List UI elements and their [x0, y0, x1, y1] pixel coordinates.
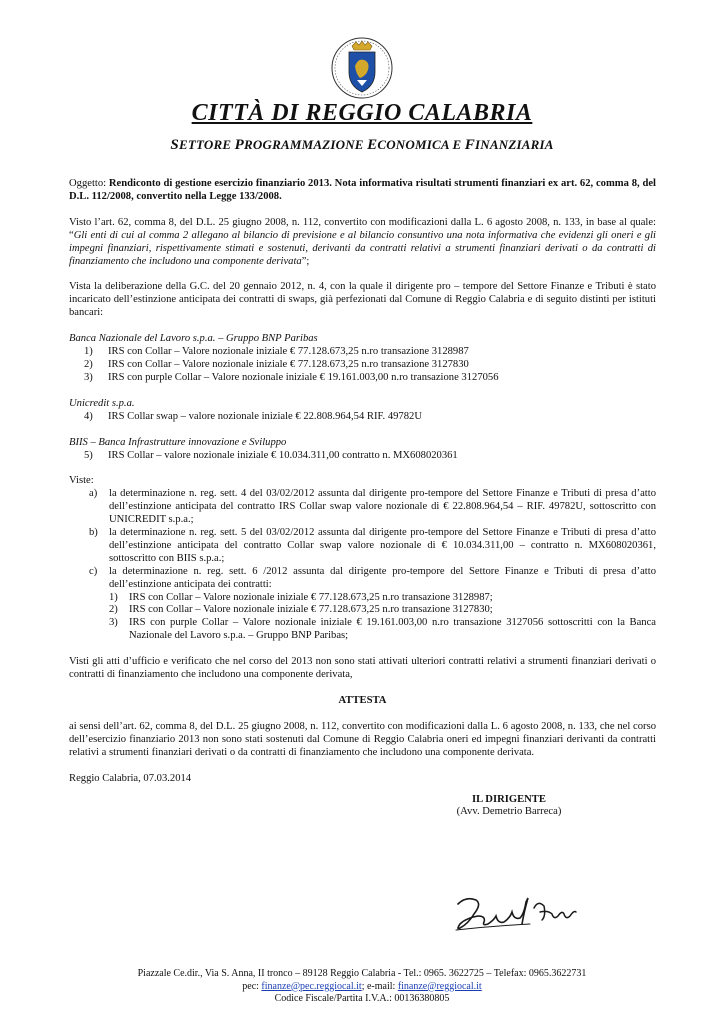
footer-address: Piazzale Ce.dir., Via S. Anna, II tronco – 89128 Reggio Calabria - Tel.: 0965. 3622725 – Telefax: 0965.3622731: [137, 968, 587, 979]
place-date: Reggio Calabria, 07.03.2014: [69, 772, 192, 784]
attesta-paragraph: ai sensi dell’art. 62, comma 8, del D.L. 25 giugno 2008, n. 112, convertito con modificazioni dalla L. 6 agosto 2008, n. 133, che nel corso dell’esercizio finanziario 2013 non sono stati sostenuti dal Comune di Reggio Calabria oneri ed impegni finanziari derivanti da contratti relativi a strumenti finanziari derivati o da contratti di finanziamento che includono una componente derivata.: [69, 720, 656, 758]
list-item: 1) IRS con Collar – Valore nozionale iniziale € 77.128.673,25 n.ro transazione 3128987: [84, 346, 469, 358]
sub-item: 2) IRS con Collar – Valore nozionale iniziale € 77.128.673,25 n.ro transazione 3127830;: [109, 604, 493, 616]
sector-subtitle: SETTORE PROGRAMMAZIONE ECONOMICA E FINANZIARIA: [170, 137, 554, 153]
visto-quote: Gli enti di cui al comma 2 allegano al bilancio di previsione e al bilancio consuntivo una nota informativa che evidenzi gli oneri e gli impegni finanziari, rispettivamente stimati e sostenuti, derivanti da contratti relativi a strumenti finanziari derivati o da contratti di finanziamento che includono una componente derivata: [69, 229, 656, 267]
bank-name: Unicredit s.p.a.: [69, 397, 135, 409]
footer-contacts: pec: finanze@pec.reggiocal.it; e-mail: finanze@reggiocal.it: [242, 980, 482, 992]
sub-item: 1) IRS con Collar – Valore nozionale iniziale € 77.128.673,25 n.ro transazione 3128987;: [109, 591, 493, 603]
signer-title: IL DIRIGENTE: [472, 793, 546, 805]
subject-label: Oggetto:: [69, 178, 107, 189]
viste-label: Viste:: [69, 475, 94, 487]
city-title: CITTÀ DI REGGIO CALABRIA: [191, 100, 533, 126]
email-link[interactable]: finanze@reggiocal.it: [397, 980, 482, 992]
list-item: 4) IRS Collar swap – valore nozionale iniziale € 22.808.964,54 RIF. 49782U: [84, 410, 422, 422]
page-footer: [0, 968, 724, 1006]
pec-email-link[interactable]: finanze@pec.reggiocal.it: [261, 980, 362, 992]
subject-paragraph: [69, 178, 656, 204]
visti-paragraph: Visti gli atti d’ufficio e verificato che nel corso del 2013 non sono stati attivati ulteriori contratti relativi a strumenti finanziari derivati o contratti di finanziamento che includono una componente derivata,: [69, 656, 656, 681]
delibera-paragraph: Vista la deliberazione della G.C. del 20 gennaio 2012, n. 4, con la quale il dirigente pro – tempore del Settore Finanze e Tributi è stato incaricato dell’estinzione anticipata dei contratti di swaps, già perfezionati dal Comune di Reggio Calabria e di seguito distinti per istituti bancari:: [69, 281, 656, 319]
bank-name: Banca Nazionale del Lavoro s.p.a. – Gruppo BNP Paribas: [69, 333, 318, 345]
list-item: 2) IRS con Collar – Valore nozionale iniziale € 77.128.673,25 n.ro transazione 3127830: [84, 358, 469, 370]
list-item: 3) IRS con purple Collar – Valore nozionale iniziale € 19.161.003,00 n.ro transazione 3127056: [84, 371, 499, 383]
footer-tax-code: Codice Fiscale/Partita I.V.A.: 00136380805: [274, 993, 450, 1004]
visto-paragraph: Visto l’art. 62, comma 8, del D.L. 25 giugno 2008, n. 112, convertito con modificazioni dalla L. 6 agosto 2008, n. 133, in base al quale: “Gli enti di cui al comma 2 allegano al bilancio di previsione e al bilancio consuntivo una nota informativa che evidenzi gli oneri e gli impegni finanziari, rispettivamente stimati e sostenuti, derivanti da contratti relativi a strumenti finanziari derivati o da contratti di finanziamento che includono una componente derivata”;: [69, 216, 656, 267]
subject-text: Rendiconto di gestione esercizio finanziario 2013. Nota informativa risultati strumenti finanziari ex art. 62, comma 8, del D.L. 112/2008, convertito nella Legge 133/2008.: [69, 178, 656, 202]
handwritten-signature-icon: [452, 890, 580, 938]
bank-contract-list: [69, 450, 656, 463]
bank-contract-list: [69, 411, 656, 424]
bank-name: BIIS – Banca Infrastrutture innovazione e Sviluppo: [69, 436, 287, 448]
attesta-heading: ATTESTA: [338, 695, 387, 706]
sub-item: 3) IRS con purple Collar – Valore nozionale iniziale € 19.161.003,00 n.ro transazione 3127056 sottoscritti con la Banca Nazionale del Lavoro s.p.a. – Gruppo BNP Paribas;: [109, 617, 656, 642]
signer-name: (Avv. Demetrio Barreca): [456, 806, 562, 818]
letter-body: [69, 178, 656, 819]
list-item: 5) IRS Collar – valore nozionale iniziale € 10.034.311,00 contratto n. MX608020361: [84, 449, 458, 461]
city-crest-icon: [330, 36, 394, 100]
viste-item: b) la determinazione n. reg. sett. 5 del 03/02/2012 assunta dal dirigente pro-tempore del Settore Finanze e Tributi di presa d’atto dell’estinzione anticipata del contratto Collar swap valore nozionale di € 10.034.311,00 – contratto n. MX608020361, sottoscritto con BIIS s.p.a.;: [89, 527, 656, 564]
bank-contract-list: [69, 346, 656, 385]
viste-item: a) la determinazione n. reg. sett. 4 del 03/02/2012 assunta dal dirigente pro-tempore del Settore Finanze e Tributi di presa d’atto dell’estinzione anticipata del contratto IRS Collar swap valore nozionale di € 22.808.964,54 – RIF. 49782U, sottoscritto con UNICREDIT s.p.a.;: [89, 488, 656, 526]
viste-item: c) la determinazione n. reg. sett. 6 /2012 assunta dal dirigente pro-tempore del Settore Finanze e Tributi di presa d’atto dell’estinzione anticipata dei contratti: 1) IRS con Collar – Valore nozionale iniziale € 77.128.673,25 n.ro transazione 3128987; 2) IRS con Collar – Valore nozionale iniziale € 77.128.673,25 n.ro transazione 3127830; 3) IRS con purple Collar – Valore nozionale iniziale € 19.161.003,00 n.ro transazione 3127056 sottoscritti con la Banca Nazionale del Lavoro s.p.a. – Gruppo BNP Paribas;: [89, 565, 656, 642]
